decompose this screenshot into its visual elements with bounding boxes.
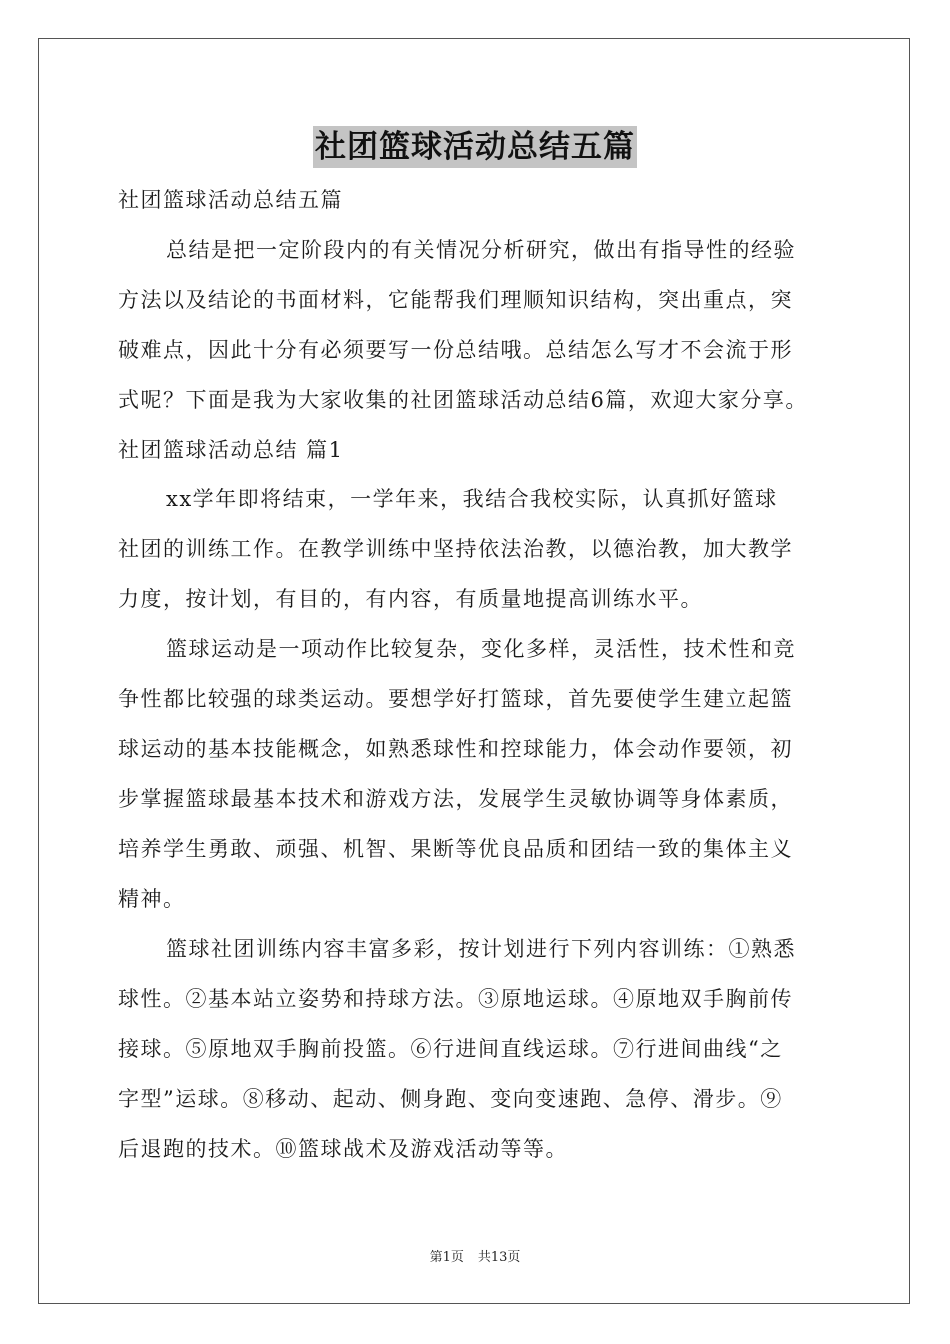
text-line: 破难点，因此十分有必须要写一份总结哦。总结怎么写才不会流于形	[118, 338, 793, 362]
text-line: 球性。②基本站立姿势和持球方法。③原地运球。④原地双手胸前传	[118, 987, 793, 1011]
text-line: 字型”运球。⑧移动、起动、侧身跑、变向变速跑、急停、滑步。⑨	[118, 1087, 783, 1111]
text-line: 力度，按计划，有目的，有内容，有质量地提高训练水平。	[118, 587, 703, 611]
text-line: 方法以及结论的书面材料，它能帮我们理顺知识结构，突出重点，突	[118, 288, 793, 312]
text-line: 篮球社团训练内容丰富多彩，按计划进行下列内容训练：①熟悉	[166, 937, 796, 961]
section-heading: 社团篮球活动总结 篇1	[118, 438, 344, 462]
text-line: 总结是把一定阶段内的有关情况分析研究，做出有指导性的经验	[166, 238, 796, 262]
text-line: 步掌握篮球最基本技术和游戏方法，发展学生灵敏协调等身体素质，	[118, 787, 793, 811]
page-total: 共13页	[477, 1250, 521, 1265]
text-line: 精神。	[118, 887, 186, 911]
text-line: 后退跑的技术。⑩篮球战术及游戏活动等等。	[118, 1137, 568, 1161]
text-line: xx学年即将结束，一学年来，我结合我校实际，认真抓好篮球	[166, 487, 778, 511]
document-body	[118, 178, 838, 1177]
subtitle-line: 社团篮球活动总结五篇	[118, 188, 343, 212]
text-line: 球运动的基本技能概念，如熟悉球性和控球能力，体会动作要领，初	[118, 737, 793, 761]
text-line: 培养学生勇敢、顽强、机智、果断等优良品质和团结一致的集体主义	[118, 837, 793, 861]
page-number: 第1页	[429, 1250, 464, 1265]
text-line: 篮球运动是一项动作比较复杂，变化多样，灵活性，技术性和竞	[166, 637, 796, 661]
text-line: 式呢？下面是我为大家收集的社团篮球活动总结6篇，欢迎大家分享。	[118, 388, 808, 412]
title-container	[0, 126, 950, 168]
document-title: 社团篮球活动总结五篇	[313, 126, 637, 168]
text-line: 争性都比较强的球类运动。要想学好打篮球，首先要使学生建立起篮	[118, 687, 793, 711]
text-line: 社团的训练工作。在教学训练中坚持依法治教，以德治教，加大教学	[118, 537, 793, 561]
page-footer	[0, 1246, 950, 1265]
text-line: 接球。⑤原地双手胸前投篮。⑥行进间直线运球。⑦行进间曲线“之	[118, 1037, 783, 1061]
